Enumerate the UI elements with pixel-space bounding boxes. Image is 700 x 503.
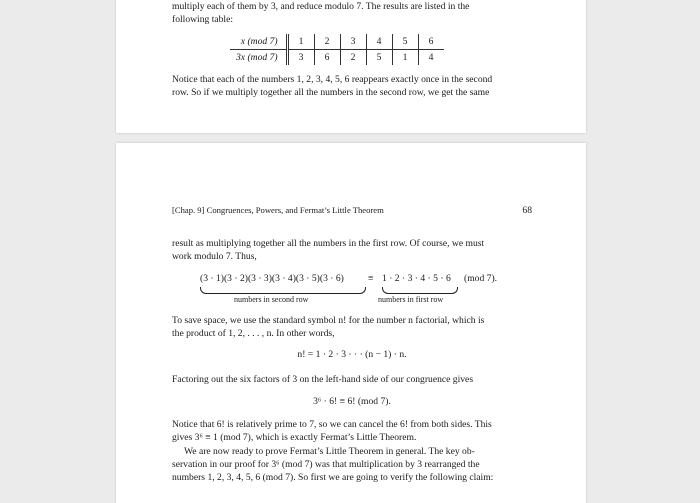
mod-table [230, 34, 444, 65]
text-line: the product of 1, 2, . . . , n. In other words, [172, 328, 335, 339]
underbrace-left [200, 287, 366, 294]
table-cell: 5 [392, 34, 418, 50]
row-label-3x: 3x (mod 7) [236, 52, 278, 63]
book-page-68 [116, 143, 586, 503]
paragraph-factoring [172, 373, 532, 386]
table-row [230, 50, 444, 66]
table-cell: 6 [314, 50, 340, 66]
table-cell: 3 [340, 34, 366, 50]
table-cell: 4 [366, 34, 392, 50]
text-line: following table: [172, 14, 234, 25]
eq-right: 1 · 2 · 3 · 4 · 5 · 6 [382, 273, 451, 284]
text-line: Factoring out the six factors of 3 on the left-hand side of our congruence gives [172, 374, 474, 385]
table-cell: 4 [418, 50, 444, 66]
text-line: Notice that 6! is relatively prime to 7, so we can cancel the 6! from both sides. This [172, 419, 492, 430]
text-line: numbers 1, 2, 3, 4, 5, 6 (mod 7). So first we are going to verify the following claim: [172, 472, 494, 483]
eq-left: (3 · 1)(3 · 2)(3 · 3)(3 · 4)(3 · 5)(3 · 6) [200, 273, 344, 284]
book-page-top [116, 0, 586, 133]
table-cell: 1 [392, 50, 418, 66]
text-line: servation in our proof for 3⁶ (mod 7) was that multiplication by 3 rearranged the [172, 459, 480, 470]
after-table-paragraph [172, 73, 532, 99]
text-line: work modulo 7. Thus, [172, 251, 257, 262]
page-number: 68 [522, 205, 532, 216]
brace-label-second-row: numbers in second row [234, 295, 309, 304]
table-cell: 3 [287, 50, 314, 66]
paragraph-result [172, 237, 532, 263]
display-factorial: n! = 1 · 2 · 3 · · · (n − 1) · n. [297, 349, 407, 360]
text-line: multiply each of them by 3, and reduce modulo 7. The results are listed in the [172, 1, 470, 12]
table-row [230, 34, 444, 50]
table-cell: 5 [366, 50, 392, 66]
intro-paragraph [172, 0, 532, 26]
text-line: Notice that each of the numbers 1, 2, 3, 4, 5, 6 reappears exactly once in the second [172, 74, 493, 85]
running-head [172, 205, 532, 215]
paragraph-factorial [172, 314, 532, 340]
brace-label-first-row: numbers in first row [378, 295, 444, 304]
chapter-title: [Chap. 9] Congruences, Powers, and Fermat’s Little Theorem [172, 205, 384, 215]
eq-mod: (mod 7). [464, 273, 498, 284]
text-line: To save space, we use the standard symbol n! for the number n factorial, which is [172, 315, 485, 326]
underbrace-right [382, 287, 458, 294]
table-cell: 2 [314, 34, 340, 50]
row-label-x: x (mod 7) [230, 34, 287, 50]
table-cell: 1 [287, 34, 314, 50]
eq-congruence: ≡ [368, 273, 374, 284]
paragraph-cancel [172, 418, 532, 444]
text-line: row. So if we multiply together all the numbers in the second row, we get the same [172, 87, 490, 98]
table-cell: 6 [418, 34, 444, 50]
paragraph-general-proof [172, 445, 532, 484]
table-cell: 2 [340, 50, 366, 66]
display-power-congruence: 3⁶ · 6! ≡ 6! (mod 7). [313, 396, 391, 407]
text-line: We are now ready to prove Fermat’s Little Theorem in general. The key ob- [184, 446, 475, 457]
text-line: gives 3⁶ ≡ 1 (mod 7), which is exactly Fermat’s Little Theorem. [172, 432, 417, 443]
text-line: result as multiplying together all the numbers in the first row. Of course, we must [172, 238, 485, 249]
